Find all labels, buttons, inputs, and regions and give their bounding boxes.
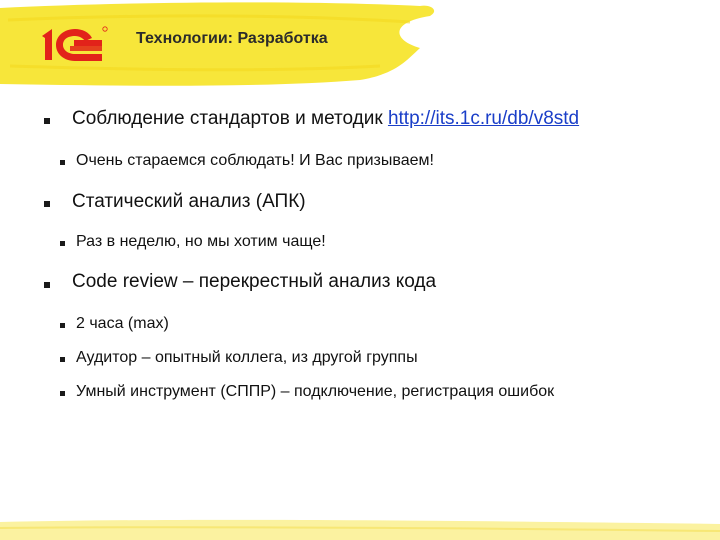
footer-brush-band (0, 518, 720, 540)
sub-bullet-marker (60, 160, 65, 165)
bullet-marker (44, 201, 50, 207)
sub-bullet-text: Очень стараемся соблюдать! И Вас призываем! (76, 152, 434, 169)
sub-bullet-marker (60, 241, 65, 246)
sub-bullet-marker (60, 357, 65, 362)
bullet-marker (44, 118, 50, 124)
bullet-item-static-analysis: Статический анализ (АПК) (72, 191, 306, 212)
sub-bullet-text: Умный инструмент (СППР) – подключение, регистрация ошибок (76, 383, 555, 400)
bullet-item-standards (72, 108, 579, 130)
sub-bullet-marker (60, 323, 65, 328)
page-title: Технологии: Разработка (136, 30, 328, 47)
bullet-item-code-review: Code review – перекрестный анализ кода (72, 271, 437, 292)
sub-bullet-text: Аудитор – опытный коллега, из другой группы (76, 349, 418, 366)
sub-bullet-text: Раз в неделю, но мы хотим чаще! (76, 233, 326, 250)
sub-bullet-marker (60, 391, 65, 396)
bullet-text: Соблюдение стандартов и методик (72, 108, 388, 129)
1c-logo (40, 24, 112, 64)
standards-link[interactable]: http://its.1c.ru/db/v8std (387, 108, 580, 129)
sub-bullet-text: 2 часа (max) (76, 315, 169, 332)
bullet-marker (44, 282, 50, 288)
